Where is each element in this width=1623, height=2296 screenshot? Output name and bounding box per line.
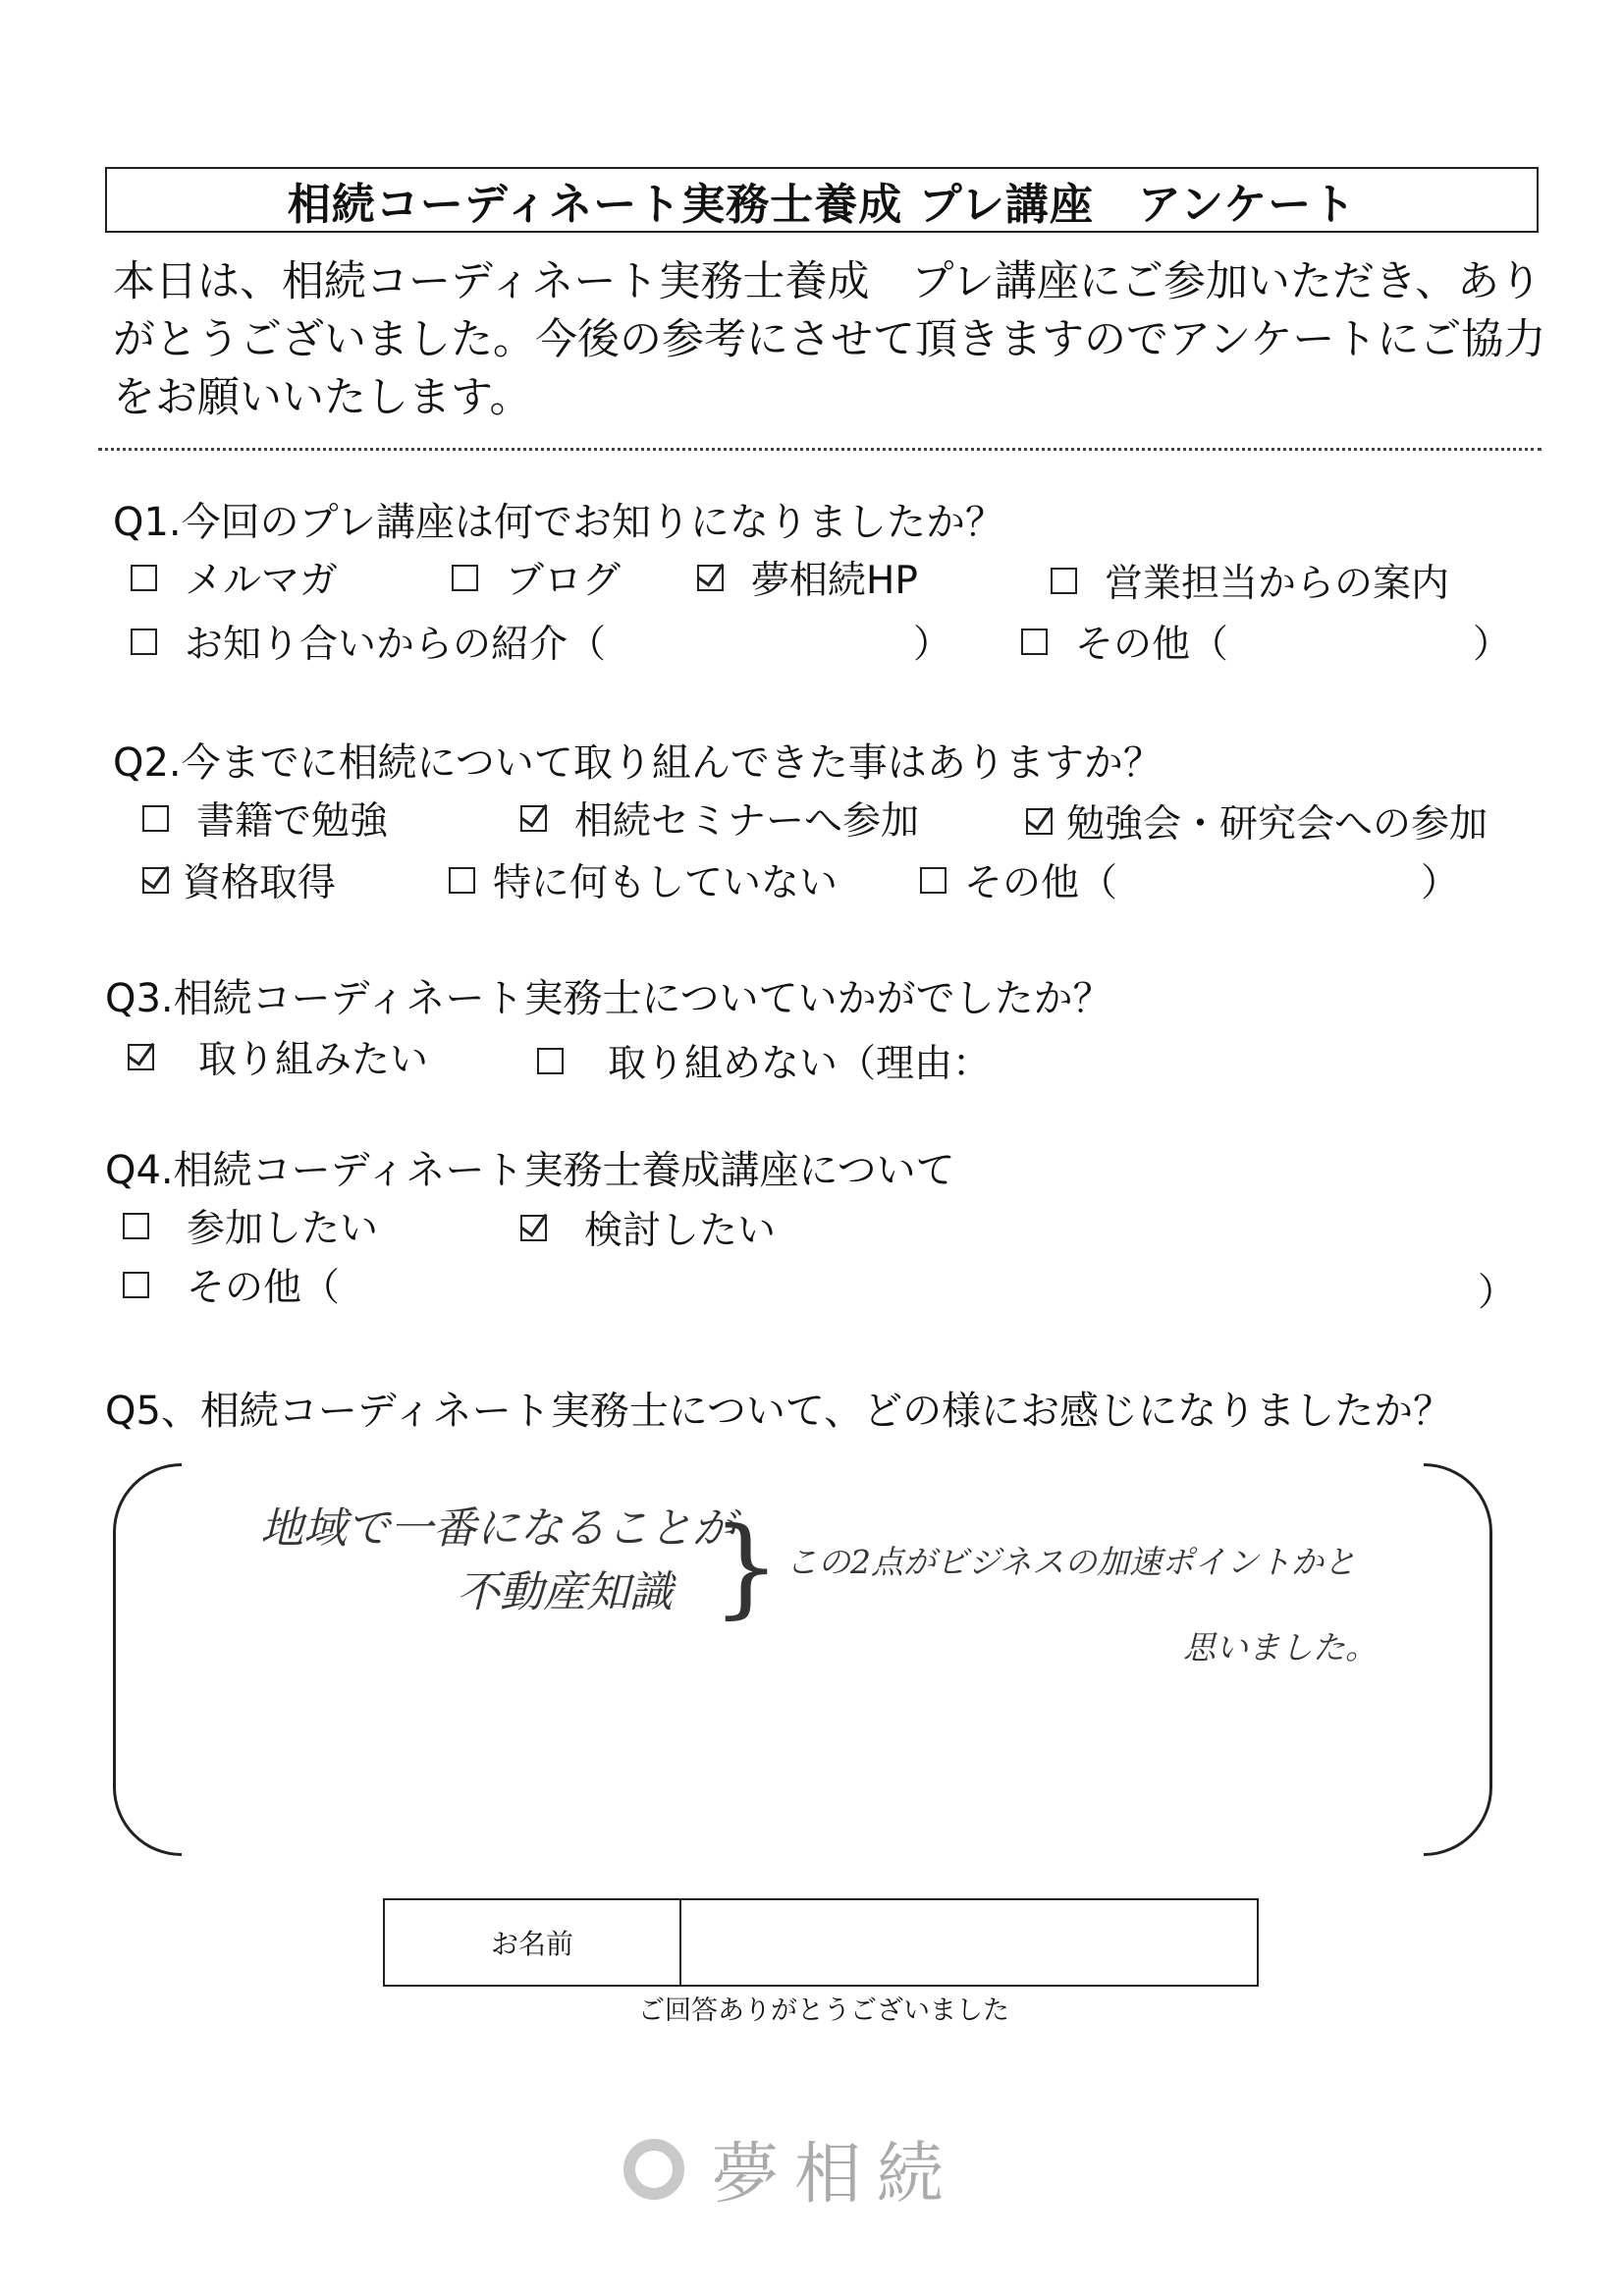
q1-question: Q1.今回のプレ講座は何でお知りになりましたか？ bbox=[113, 500, 1005, 545]
intro-text: 本日は、相続コーディネート実務士養成 プレ講座にご参加いただき、ありがとうございました。今後の参考にさせて頂きますのでアンケートにご協力をお願いいたします。 bbox=[113, 257, 1546, 422]
checkbox[interactable] bbox=[142, 805, 169, 832]
name-table bbox=[383, 1898, 1259, 1987]
checkbox-checked[interactable] bbox=[697, 565, 724, 591]
name-label: お名前 bbox=[385, 1900, 681, 1985]
q1-option-mailmag[interactable]: メルマガ bbox=[131, 550, 338, 605]
q2-option-seminar[interactable]: 相続セミナーへ参加 bbox=[520, 791, 919, 846]
thanks-text: ご回答ありがとうございました bbox=[638, 1995, 1009, 2026]
q1-option-blog[interactable]: ブログ bbox=[452, 550, 621, 605]
checkbox[interactable] bbox=[537, 1048, 564, 1074]
q2-option-certification[interactable]: 資格取得 bbox=[142, 852, 336, 907]
q4-option-join[interactable]: 参加したい bbox=[123, 1198, 378, 1253]
survey-title: 相続コーディネート実務士養成 プレ講座 アンケート bbox=[105, 167, 1539, 233]
q1-option-sales[interactable]: 営業担当からの案内 bbox=[1051, 553, 1449, 608]
checkbox[interactable] bbox=[1051, 568, 1077, 594]
q1-other-close: ） bbox=[1473, 623, 1512, 667]
checkbox[interactable] bbox=[123, 1213, 149, 1239]
q4-option-consider[interactable]: 検討したい bbox=[520, 1200, 776, 1255]
checkbox-checked[interactable] bbox=[128, 1044, 154, 1070]
checkbox[interactable] bbox=[131, 565, 157, 591]
logo-text: 夢相続 bbox=[712, 2136, 960, 2214]
name-field[interactable] bbox=[681, 1900, 1257, 1985]
checkbox[interactable] bbox=[452, 565, 478, 591]
checkbox[interactable] bbox=[131, 629, 157, 655]
q2-question: Q2.今までに相続について取り組んできた事はありますか？ bbox=[113, 740, 1163, 786]
q3-option-no[interactable]: 取り組めない（理由： bbox=[537, 1033, 991, 1088]
checkbox-checked[interactable] bbox=[142, 867, 169, 894]
checkbox-checked[interactable] bbox=[1026, 808, 1053, 835]
q2-option-books[interactable]: 書籍で勉強 bbox=[142, 791, 388, 846]
handwritten-answer-line1: 地域で一番になることが bbox=[260, 1503, 735, 1554]
q1-option-other[interactable]: その他（ bbox=[1021, 614, 1228, 669]
q4-option-other[interactable]: その他（ bbox=[123, 1257, 340, 1312]
divider bbox=[98, 448, 1542, 451]
answer-bracket-right bbox=[1424, 1463, 1492, 1856]
q4-question: Q4.相続コーディネート実務士養成講座について bbox=[105, 1148, 955, 1193]
checkbox-checked[interactable] bbox=[520, 1215, 547, 1241]
checkbox[interactable] bbox=[1021, 629, 1048, 655]
checkbox-checked[interactable] bbox=[520, 805, 547, 832]
q1-referral-close: ） bbox=[913, 623, 952, 667]
handwritten-answer-line4: 思いました。 bbox=[1183, 1628, 1378, 1667]
q5-question: Q5、相続コーディネート実務士について、どの様にお感じになりましたか？ bbox=[105, 1389, 1453, 1434]
handwritten-answer-line2: 不動産知識 bbox=[457, 1567, 673, 1617]
company-logo bbox=[623, 2121, 959, 2216]
q2-option-nothing[interactable]: 特に何もしていない bbox=[449, 852, 838, 907]
q2-option-study-group[interactable]: 勉強会・研究会への参加 bbox=[1026, 793, 1488, 848]
checkbox[interactable] bbox=[123, 1272, 149, 1298]
q2-other-close: ） bbox=[1421, 861, 1460, 905]
handwritten-brace: } bbox=[712, 1503, 781, 1629]
q4-other-close: ） bbox=[1478, 1271, 1517, 1315]
q3-option-yes[interactable]: 取り組みたい bbox=[128, 1029, 428, 1084]
q1-option-hp[interactable]: 夢相続HP bbox=[697, 550, 918, 605]
logo-ring-icon bbox=[623, 2139, 684, 2200]
q2-option-other[interactable]: その他（ bbox=[920, 852, 1117, 907]
q1-option-referral[interactable]: お知り合いからの紹介（ bbox=[131, 614, 606, 669]
checkbox[interactable] bbox=[920, 867, 947, 894]
q3-question: Q3.相続コーディネート実務士についていかがでしたか？ bbox=[105, 976, 1112, 1021]
answer-bracket-left bbox=[113, 1463, 182, 1856]
checkbox[interactable] bbox=[449, 867, 475, 894]
handwritten-answer-line3: この2点がビジネスの加速ポイントかと bbox=[785, 1543, 1357, 1581]
